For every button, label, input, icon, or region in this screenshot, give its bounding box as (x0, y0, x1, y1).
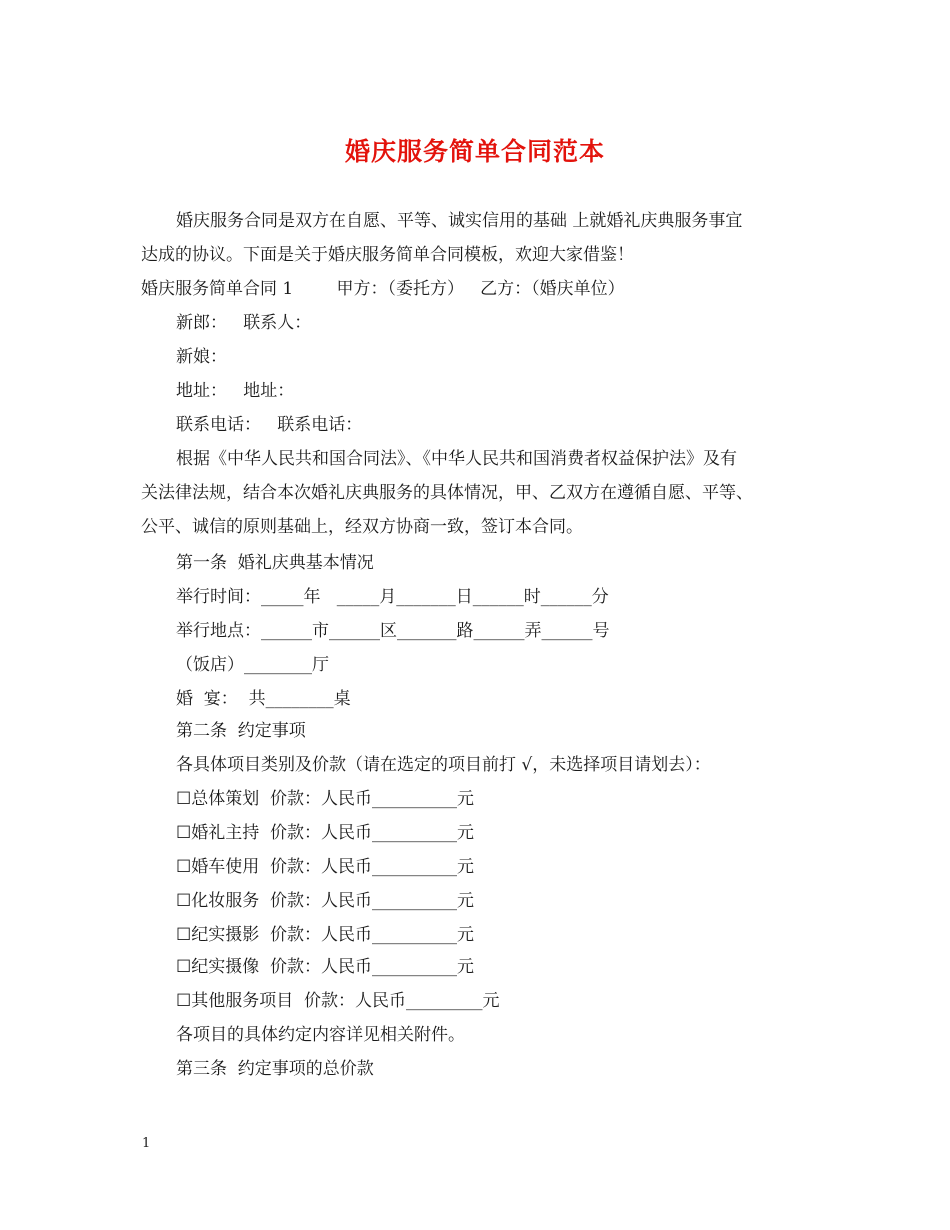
bride-line: 新娘： (176, 347, 227, 367)
item-planning: ☐总体策划 价款：人民币__________元 (176, 789, 475, 809)
item-wedding-car: ☐婚车使用 价款：人民币__________元 (176, 857, 475, 877)
item-videography: ☐纪实摄像 价款：人民币__________元 (176, 957, 475, 977)
address-line: 地址： 地址： (176, 381, 295, 401)
hotel-hall-line: （饭店）________厅 (176, 655, 329, 675)
item-host: ☐婚礼主持 价款：人民币__________元 (176, 823, 475, 843)
basis-line-3: 公平、诚信的原则基础上，经双方协商一致，签订本合同。 (141, 517, 583, 537)
groom-contact-line: 新郎： 联系人： (176, 313, 312, 333)
basis-line-1: 根据《中华人民共和国合同法》、《中华人民共和国消费者权益保护法》及有 (176, 449, 737, 469)
page-number: 1 (142, 1136, 151, 1151)
basis-line-2: 关法律法规，结合本次婚礼庆典服务的具体情况，甲、乙双方在遵循自愿、平等、 (141, 483, 753, 503)
article-1-heading: 第一条 婚礼庆典基本情况 (176, 553, 374, 573)
article-3-heading: 第三条 约定事项的总价款 (176, 1059, 374, 1079)
ceremony-time-line: 举行时间：_____年 _____月_______日______时______分 (176, 587, 609, 607)
banquet-tables-line: 婚 宴： 共________桌 (176, 689, 351, 709)
item-photography: ☐纪实摄影 价款：人民币__________元 (176, 925, 475, 945)
document-title: 婚庆服务简单合同范本 (344, 137, 605, 166)
phone-line: 联系电话： 联系电话： (176, 415, 363, 435)
article-2-heading: 第二条 约定事项 (176, 721, 306, 741)
items-instruction-line: 各具体项目类别及价款（请在选定的项目前打 √，未选择项目请划去）： (176, 755, 711, 775)
contract-heading-parties: 婚庆服务简单合同 1 甲方：（委托方） 乙方：（婚庆单位） (141, 279, 625, 299)
intro-line-1: 婚庆服务合同是双方在自愿、平等、诚实信用的基础 上就婚礼庆典服务事宜 (176, 211, 743, 231)
attachments-note: 各项目的具体约定内容详见相关附件。 (176, 1025, 465, 1045)
item-other-services: ☐其他服务项目 价款：人民币_________元 (176, 991, 500, 1011)
item-makeup: ☐化妆服务 价款：人民币__________元 (176, 891, 475, 911)
intro-line-2: 达成的协议。下面是关于婚庆服务简单合同模板，欢迎大家借鉴！ (141, 245, 634, 265)
ceremony-place-line: 举行地点：______市______区_______路______弄______号 (176, 621, 610, 641)
